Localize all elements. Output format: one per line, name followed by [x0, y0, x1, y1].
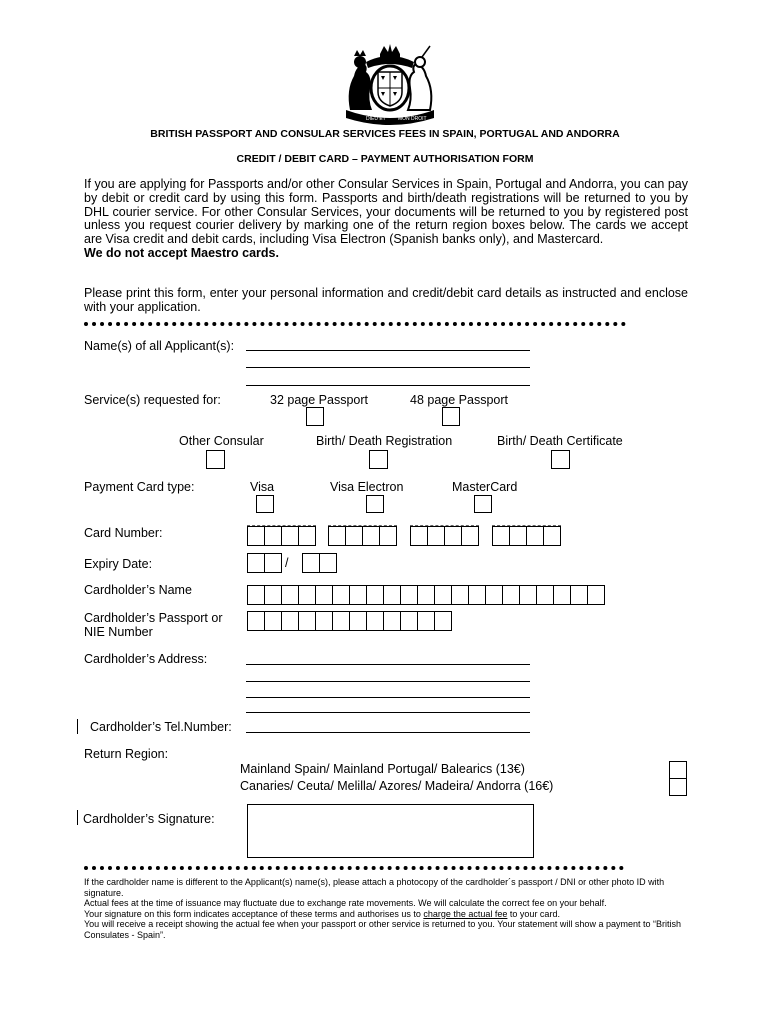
footer-note-3	[84, 909, 690, 920]
card-number-label: Card Number:	[84, 526, 163, 540]
service-32-label: 32 page Passport	[270, 393, 368, 407]
maestro-warning: We do not accept Maestro cards.	[84, 245, 279, 260]
region-islands-checkbox[interactable]	[669, 778, 687, 796]
card-number-group-2[interactable]	[328, 525, 397, 546]
royal-coat-of-arms	[336, 40, 444, 126]
signature-label: Cardholder’s Signature:	[83, 812, 215, 826]
other-consular-checkbox[interactable]	[206, 450, 225, 469]
dotted-separator-bottom	[84, 866, 624, 870]
intro-text: If you are applying for Passports and/or other Consular Services in Spain, Portugal and Andorra, you can pay by debit or credit card by using this form. Passports and birth/death registrations will be returned to you by DHL courier service. For other Consular Services, your documents will be returned to you by registered post unless you request courier delivery by marking one of the return region boxes below. The cards we accept are Visa credit and debit cards, including Visa Electron (Spanish banks only), and Mastercard.	[84, 177, 688, 247]
passport-label-line1: Cardholder’s Passport or	[84, 611, 223, 625]
instructions-paragraph: Please print this form, enter your personal information and credit/debit card details as instructed and enclose with your application.	[84, 286, 688, 314]
card-number-group-1[interactable]	[247, 525, 316, 546]
birth-death-certificate-label: Birth/ Death Certificate	[497, 434, 623, 448]
dotted-separator-top	[84, 322, 626, 326]
service-32-checkbox[interactable]	[306, 407, 324, 426]
card-type-label: Payment Card type:	[84, 480, 195, 494]
applicant-name-line-1[interactable]	[246, 350, 530, 351]
motto-left: DIEU ET	[366, 116, 386, 122]
tel-label: Cardholder’s Tel.Number:	[90, 720, 232, 734]
passport-label-line2: NIE Number	[84, 625, 153, 639]
form-subtitle: CREDIT / DEBIT CARD – PAYMENT AUTHORISATION FORM	[236, 153, 534, 165]
expiry-label: Expiry Date:	[84, 557, 153, 571]
return-region-label: Return Region:	[84, 747, 169, 761]
document-title: BRITISH PASSPORT AND CONSULAR SERVICES FEES IN SPAIN, PORTUGAL AND ANDORRA	[150, 128, 620, 140]
footer-note-3-before: Your signature on this form indicates acceptance of these terms and authorises us to	[84, 908, 424, 919]
passport-nie-label	[84, 611, 223, 639]
address-line-2[interactable]	[246, 681, 530, 682]
visa-label: Visa	[250, 480, 275, 494]
address-line-1[interactable]	[246, 664, 530, 665]
applicant-name-line-3[interactable]	[246, 385, 530, 386]
other-consular-label: Other Consular	[179, 434, 264, 448]
service-48-checkbox[interactable]	[442, 407, 460, 426]
passport-nie-cells[interactable]	[247, 611, 452, 631]
expiry-separator: /	[285, 556, 289, 570]
mastercard-label: MasterCard	[452, 480, 518, 494]
tel-line[interactable]	[246, 732, 530, 733]
birth-death-registration-label: Birth/ Death Registration	[316, 434, 453, 448]
birth-death-certificate-checkbox[interactable]	[551, 450, 570, 469]
applicant-name-line-2[interactable]	[246, 367, 530, 368]
footer-note-1: If the cardholder name is different to the Applicant(s) name(s), please attach a photocopy of the cardholder´s passport / DNI or other photo ID with signature.	[84, 877, 665, 898]
footer-note-4: You will receive a receipt showing the actual fee when your passport or other service is returned to you. Your statement will show a payment to “British Consulates - Spain”.	[84, 919, 681, 940]
footer-note-3-after: to your card.	[507, 908, 560, 919]
coat-of-arms-icon	[336, 40, 444, 126]
visa-checkbox[interactable]	[256, 495, 274, 513]
cardholder-name-label: Cardholder’s Name	[84, 583, 192, 597]
change-bar	[77, 719, 78, 734]
change-bar-2	[77, 810, 78, 825]
region-mainland-checkbox[interactable]	[669, 761, 687, 779]
footer-note-2: Actual fees at the time of issuance may fluctuate due to exchange rate movements. We will calculate the correct fee on your behalf.	[84, 898, 607, 909]
expiry-month-cells[interactable]	[247, 553, 282, 573]
services-label: Service(s) requested for:	[84, 393, 221, 407]
applicants-label: Name(s) of all Applicant(s):	[84, 339, 235, 353]
service-48-label: 48 page Passport	[410, 393, 508, 407]
intro-paragraph	[84, 178, 688, 261]
mastercard-checkbox[interactable]	[474, 495, 492, 513]
address-label: Cardholder’s Address:	[84, 652, 208, 666]
card-number-group-4[interactable]	[492, 525, 561, 546]
signature-box[interactable]	[247, 804, 534, 858]
motto-right: MON DROIT	[398, 116, 427, 122]
visa-electron-label: Visa Electron	[330, 480, 404, 494]
card-number-group-3[interactable]	[410, 525, 479, 546]
region-mainland-label: Mainland Spain/ Mainland Portugal/ Balearics (13€)	[240, 762, 525, 776]
address-line-3[interactable]	[246, 697, 530, 698]
visa-electron-checkbox[interactable]	[366, 495, 384, 513]
birth-death-registration-checkbox[interactable]	[369, 450, 388, 469]
address-line-4[interactable]	[246, 712, 530, 713]
footer-notes	[84, 877, 690, 941]
expiry-year-cells[interactable]	[302, 553, 337, 573]
region-islands-label: Canaries/ Ceuta/ Melilla/ Azores/ Madeira/ Andorra (16€)	[240, 779, 554, 793]
charge-actual-fee-text: charge the actual fee	[423, 908, 508, 919]
cardholder-name-cells[interactable]	[247, 585, 605, 605]
